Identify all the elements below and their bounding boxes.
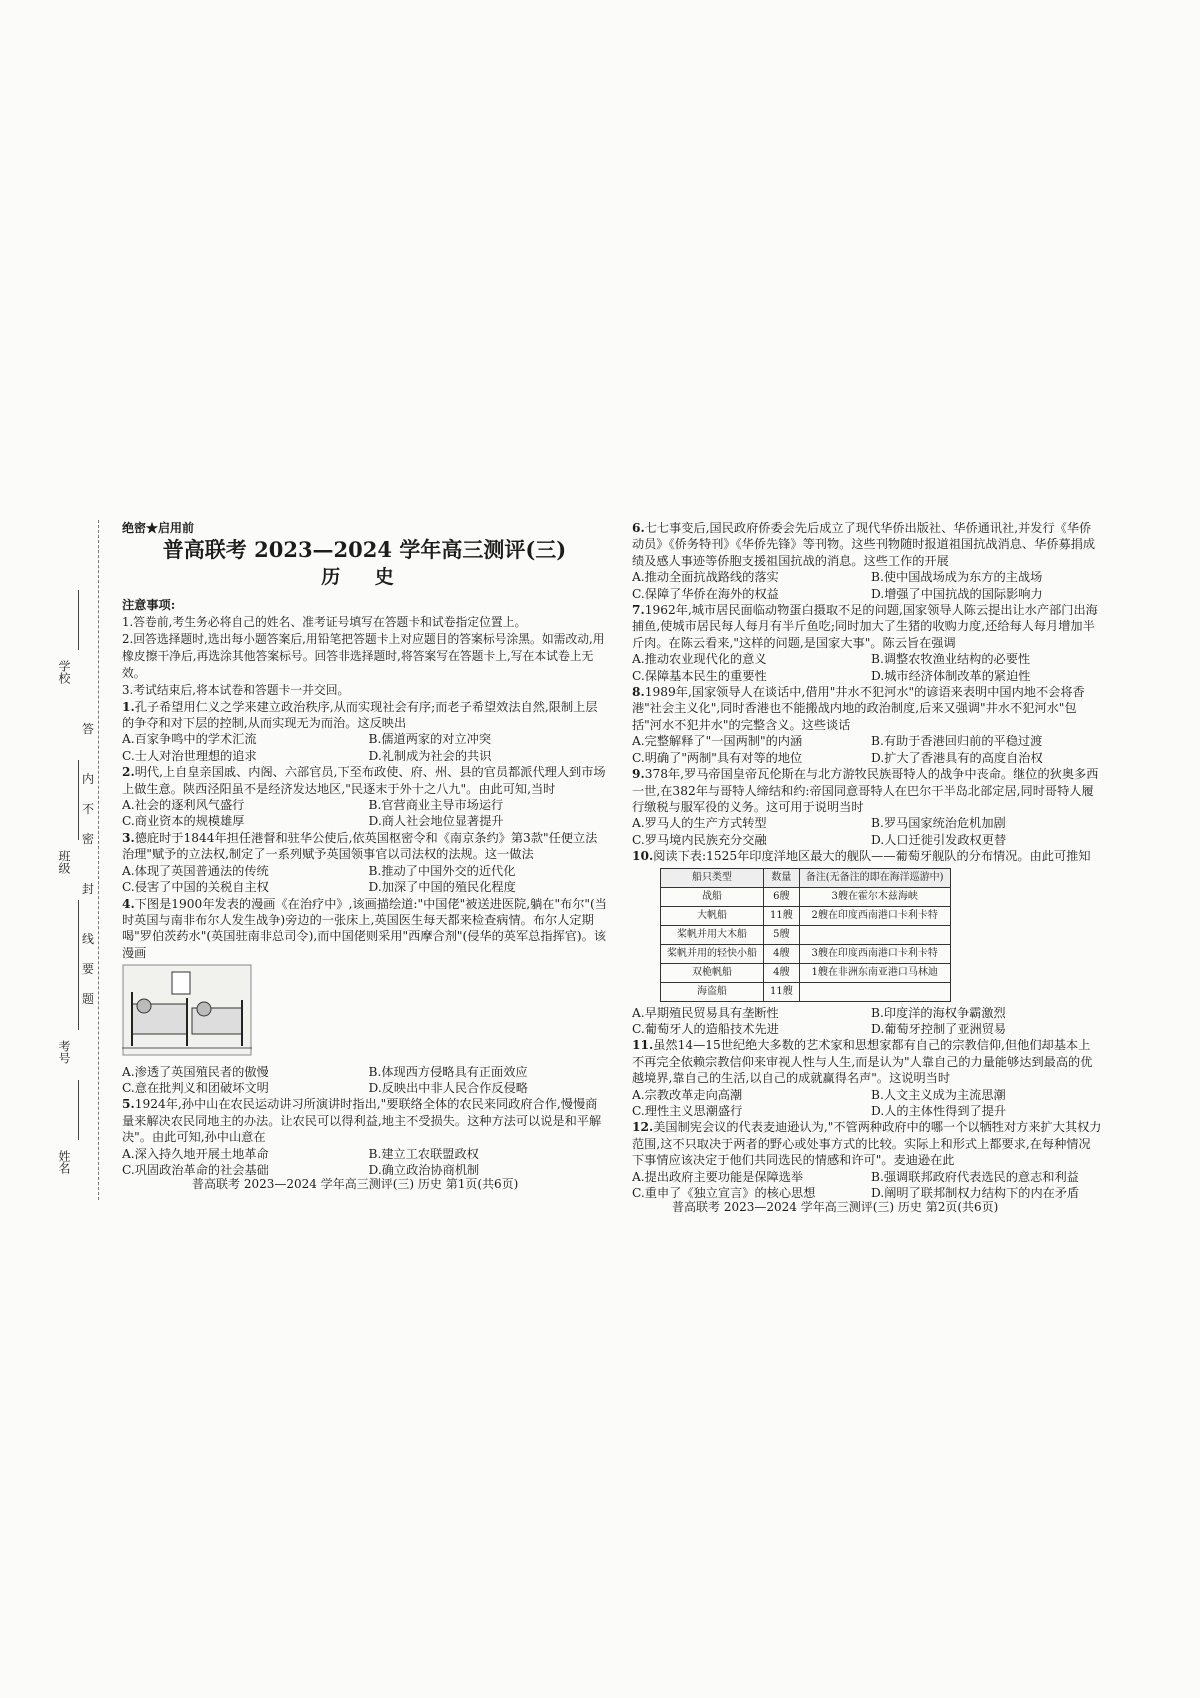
class-line	[78, 760, 79, 840]
question-stem: 1962年,城市居民面临动物蛋白摄取不足的问题,国家领导人陈云提出让水产部门出海捕鱼,使城市居民每人每月有半斤鱼吃;同时加大了生猪的收购力度,还给每人每月增加半斤肉。在陈云看来,"这样的问题,是国家大事"。陈云旨在强调	[632, 603, 1098, 650]
fleet-table	[660, 868, 951, 1002]
question-9	[632, 766, 1102, 848]
table-row	[661, 982, 951, 1001]
notes-heading: 注意事项:	[122, 598, 176, 613]
question-number: 1.	[122, 699, 135, 714]
option-b: B.推动了中国外交的近代化	[368, 863, 516, 878]
option-c: C.明确了"两制"具有对等的地位	[632, 750, 803, 765]
question-5	[122, 1096, 607, 1178]
question-number: 2.	[122, 765, 135, 780]
seal-char: 密	[82, 832, 95, 846]
table-cell: 2艘在印度西南港口卡利卡特	[799, 906, 950, 925]
table-cell: 4艘	[764, 963, 800, 982]
note-item: 1.答卷前,考生务必将自己的姓名、准考证号填写在答题卡和试卷指定位置上。	[122, 614, 527, 629]
exam-sheet	[52, 520, 1102, 1214]
cartoon-illustration	[122, 964, 252, 1056]
table-header-row	[661, 868, 951, 887]
column-header: 数量	[764, 868, 800, 887]
seal-char: 要	[82, 962, 95, 976]
table-cell	[799, 925, 950, 944]
option-b: B.调整农牧渔业结构的必要性	[871, 652, 1031, 667]
option-d: D.加深了中国的殖民化程度	[368, 880, 516, 895]
option-a: A.推动全面抗战路线的落实	[632, 570, 779, 585]
option-b: B.官营商业主导市场运行	[368, 798, 504, 813]
confidential-mark: 绝密★启用前	[122, 521, 195, 535]
table-cell: 双桅帆船	[661, 963, 764, 982]
table-cell: 11艘	[764, 982, 800, 1001]
question-stem: 378年,罗马帝国皇帝瓦伦斯在与北方游牧民族哥特人的战争中丧命。继位的狄奥多西一世,在382年与哥特人缔结和约:帝国同意哥特人在巴尔干半岛北部定居,同时哥特人履行缴税与服军役的义务。这可用于说明当时	[632, 767, 1099, 814]
option-b: B.罗马国家统治危机加剧	[871, 816, 1006, 831]
question-number: 5.	[122, 1097, 135, 1112]
option-a: A.深入持久地开展土地革命	[122, 1146, 269, 1161]
table-row	[661, 963, 951, 982]
option-c: C.保障基本民生的重要性	[632, 668, 767, 683]
question-12	[632, 1119, 1102, 1201]
table-cell: 海盗船	[661, 982, 764, 1001]
column-header: 备注(无备注的即在海洋巡游中)	[799, 868, 950, 887]
page-one	[122, 520, 607, 1191]
question-stem: 七七事变后,国民政府侨委会先后成立了现代华侨出版社、华侨通讯社,并发行《华侨动员》《侨务特刊》《华侨先锋》等刊物。这些刊物随时报道祖国抗战消息、华侨募捐成绩及感人事迹等侨胞支援祖国抗战的消息。这些工作的开展	[632, 521, 1096, 568]
table-cell: 桨帆并用的轻快小船	[661, 944, 764, 963]
question-number: 4.	[122, 896, 135, 911]
table-cell: 1艘在非洲东南亚港口马林迪	[799, 963, 950, 982]
question-8	[632, 684, 1102, 766]
option-d: D.扩大了香港具有的高度自治权	[871, 750, 1043, 765]
option-b: B.体现西方侵略具有正面效应	[368, 1064, 528, 1079]
table-cell: 6艘	[764, 887, 800, 906]
option-d: D.礼制成为社会的共识	[368, 748, 492, 763]
option-d: D.商人社会地位显著提升	[368, 814, 504, 829]
question-stem: 1989年,国家领导人在谈话中,借用"井水不犯河水"的谚语来表明中国内地不会将香港"社会主义化",同时香港也不能搬战内地的政治制度,后来又强调"井水不犯河水"包括"河水不犯井水"的完整含义。这些谈话	[632, 685, 1085, 732]
table-row	[661, 887, 951, 906]
exam-title: 普高联考 2023—2024 学年高三测评(三)	[162, 537, 567, 563]
name-label: 姓名	[57, 1150, 71, 1174]
option-d: D.城市经济体制改革的紧迫性	[871, 668, 1031, 683]
option-a: A.提出政府主要功能是保障选举	[632, 1169, 804, 1184]
question-number: 11.	[632, 1038, 654, 1053]
question-1	[122, 699, 607, 765]
question-stem: 阅读下表:1525年印度洋地区最大的舰队——葡萄牙舰队的分布情况。由此可推知	[653, 849, 1091, 864]
option-a: A.完整解释了"一国两制"的内涵	[632, 734, 803, 749]
option-b: B.强调联邦政府代表选民的意志和利益	[871, 1169, 1079, 1184]
question-number: 7.	[632, 603, 645, 618]
seal-char: 内	[82, 772, 95, 786]
option-d: D.确立政治协商机制	[368, 1162, 480, 1177]
table-cell: 大帆船	[661, 906, 764, 925]
question-number: 6.	[632, 521, 645, 535]
option-c: C.侵害了中国的关税自主权	[122, 880, 269, 895]
table-row	[661, 906, 951, 925]
option-a: A.罗马人的生产方式转型	[632, 816, 767, 831]
table-row	[661, 944, 951, 963]
option-c: C.巩固政治革命的社会基础	[122, 1162, 269, 1177]
question-3	[122, 830, 607, 896]
table-cell: 11艘	[764, 906, 800, 925]
name-line	[78, 1080, 79, 1140]
table-cell: 4艘	[764, 944, 800, 963]
table-cell: 战船	[661, 887, 764, 906]
option-b: B.有助于香港回归前的平稳过渡	[871, 734, 1043, 749]
option-d: D.人口迁徙引发政权更替	[871, 832, 1007, 847]
option-d: D.反映出中非人民合作反侵略	[368, 1080, 528, 1095]
binding-margin	[52, 520, 99, 1200]
note-item: 2.回答选择题时,选出每小题答案后,用铅笔把答题卡上对应题目的答案标号涂黑。如需改动,用橡皮擦干净后,再选涂其他答案标号。回答非选择题时,将答案写在答题卡上,写在本试卷上无效。	[122, 631, 605, 680]
note-item: 3.考试结束后,将本试卷和答题卡一并交回。	[122, 682, 350, 697]
option-b: B.儒道两家的对立冲突	[368, 732, 492, 747]
option-c: C.葡萄牙人的造船技术先进	[632, 1021, 779, 1036]
question-number: 8.	[632, 685, 645, 700]
option-b: B.印度洋的海权争霸激烈	[871, 1005, 1006, 1020]
question-stem: 孔子希望用仁义之学来建立政治秩序,从而实现社会有序;而老子希望效法自然,限制上层的争夺和对下层的控制,从而实现无为而治。这反映出	[122, 699, 598, 731]
table-cell: 3艘在印度西南港口卡利卡特	[799, 944, 950, 963]
seal-char: 封	[82, 882, 95, 896]
option-a: A.渗透了英国殖民者的傲慢	[122, 1064, 269, 1079]
option-c: C.保障了华侨在海外的权益	[632, 586, 779, 601]
school-line	[78, 590, 79, 650]
option-c: C.商业资本的规模雄厚	[122, 814, 245, 829]
seal-char: 答	[82, 722, 95, 736]
option-c: C.罗马境内民族充分交融	[632, 832, 767, 847]
option-c: C.意在批判义和团破坏文明	[122, 1080, 269, 1095]
option-a: A.体现了英国普通法的传统	[122, 863, 269, 878]
question-stem: 1924年,孙中山在农民运动讲习所演讲时指出,"要联络全体的农民来同政府合作,慢慢商量来解决农民同地主的办法。让农民可以得利益,地主不受损失。这种方法可以说是和平解决"。由此可知,孙中山意在	[122, 1097, 602, 1145]
page-footer: 普高联考 2023—2024 学年高三测评(三) 历史 第1页(共6页)	[192, 1176, 519, 1191]
option-a: A.推动农业现代化的意义	[632, 652, 767, 667]
table-row	[661, 925, 951, 944]
question-number: 10.	[632, 849, 654, 864]
option-d: D.阐明了联邦制权力结构下的内在矛盾	[871, 1186, 1080, 1200]
option-a: A.宗教改革走向高潮	[632, 1087, 743, 1102]
question-11	[632, 1037, 1102, 1119]
option-d: D.葡萄牙控制了亚洲贸易	[871, 1021, 1007, 1036]
option-b: B.人文主义成为主流思潮	[871, 1087, 1006, 1102]
option-c: C.重申了《独立宣言》的核心思想	[632, 1186, 816, 1200]
seal-char: 线	[82, 932, 95, 946]
table-cell: 3艘在霍尔木兹海峡	[799, 887, 950, 906]
school-label: 学校	[57, 660, 71, 684]
question-number: 12.	[632, 1120, 654, 1135]
exam-no-label: 考号	[57, 1040, 71, 1064]
option-b: B.建立工农联盟政权	[368, 1146, 479, 1161]
option-a: A.百家争鸣中的学术汇流	[122, 732, 257, 747]
option-d: D.增强了中国抗战的国际影响力	[871, 586, 1043, 601]
question-number: 3.	[122, 830, 135, 845]
question-2	[122, 764, 607, 830]
page-two	[632, 520, 1102, 1214]
question-stem: 明代,上自皇亲国戚、内阁、六部官员,下至布政使、府、州、县的官员都派代理人到市场上做生意。陕西泾阳虽不是经济发达地区,"民逐末于外十之八九"。由此可知,当时	[122, 765, 606, 796]
table-cell: 桨帆并用大木船	[661, 925, 764, 944]
question-7	[632, 602, 1102, 684]
subject-title: 历 史	[321, 565, 408, 588]
column-header: 船只类型	[661, 868, 764, 887]
option-c: C.士人对治世理想的追求	[122, 748, 257, 763]
option-a: A.社会的逐利风气盛行	[122, 798, 245, 813]
option-c: C.理性主义思潮盛行	[632, 1103, 743, 1118]
question-stem: 德庇时于1844年担任港督和驻华公使后,依英国枢密令和《南京条约》第3款"任便立法治理"赋予的立法权,制定了一系列赋予英国领事官以司法权的法规。这一做法	[122, 830, 598, 862]
question-6	[632, 520, 1102, 602]
option-a: A.早期殖民贸易具有垄断性	[632, 1005, 779, 1020]
question-number: 9.	[632, 767, 645, 782]
table-cell	[799, 982, 950, 1001]
question-4	[122, 896, 607, 1097]
question-10	[632, 848, 1102, 1037]
option-d: D.人的主体性得到了提升	[871, 1103, 1007, 1118]
page-footer: 普高联考 2023—2024 学年高三测评(三) 历史 第2页(共6页)	[672, 1200, 999, 1214]
question-stem: 美国制宪会议的代表麦迪逊认为,"不管两种政府中的哪一个以牺牲对方来扩大其权力范围,这不只取决于两者的野心或处事方式的比较。实际上和形式上都要求,在每种情况下事情应该决定于他们共同选民的情感和许可"。麦迪逊在此	[632, 1120, 1102, 1168]
table-cell: 5艘	[764, 925, 800, 944]
option-b: B.使中国战场成为东方的主战场	[871, 570, 1043, 585]
seal-char: 不	[82, 802, 95, 816]
class-label: 班级	[57, 850, 71, 874]
question-stem: 下图是1900年发表的漫画《在治疗中》,该画描绘道:"中国佬"被送进医院,躺在"布尔"(当时英国与南非布尔人发生战争)旁边的一张床上,英国医生每天都来检查病情。布尔人定期喝"罗伯茨药水"(英国驻南非总司令),而中国佬则采用"西摩合剂"(侵华的英军总指挥官)。该漫画	[122, 896, 607, 960]
exam-no-line	[78, 900, 79, 1030]
seal-char: 题	[82, 992, 95, 1006]
question-stem: 虽然14—15世纪绝大多数的艺术家和思想家都有自己的宗教信仰,但他们却基本上不再完全依赖宗教信仰来审视人性与人生,而是认为"人靠自己的力量能够达到最高的优越境界,靠自己的生活,以自己的成就赢得名声"。这说明当时	[632, 1038, 1093, 1086]
